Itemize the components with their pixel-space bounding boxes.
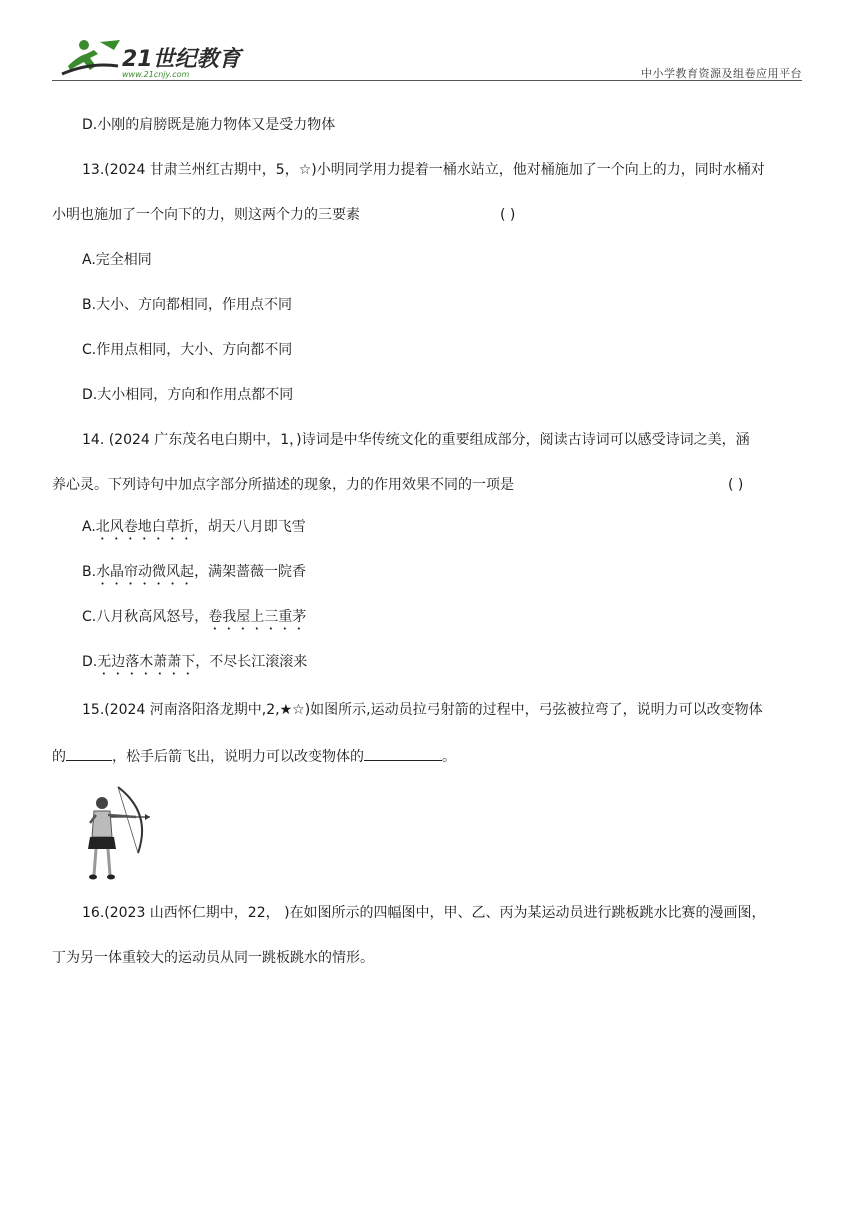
q12-option-d: D.小刚的肩膀既是施力物体又是受力物体 <box>82 117 336 133</box>
option-suffix: ，满架蔷薇一院香 <box>194 564 307 580</box>
answer-blank-1[interactable] <box>66 746 112 761</box>
header-divider <box>52 80 802 81</box>
dotted-phrase: 水晶帘动微风起 <box>96 564 195 580</box>
archer-illustration <box>80 783 160 883</box>
q13-option-d: D.大小相同，方向和作用点都不同 <box>82 387 294 403</box>
q16-stem-line1: 16.(2023 山西怀仁期中，22， )在如图所示的四幅图中，甲、乙、丙为某运动员进行跳板跳水比赛的漫画图， <box>82 905 766 921</box>
q14-stem-line1: 14. (2024 广东茂名电白期中，1，)诗词是中华传统文化的重要组成部分，阅读古诗词可以感受诗词之美，涵 <box>82 432 750 448</box>
option-prefix: D. <box>82 654 98 670</box>
q14-option-b <box>82 563 306 588</box>
q15-text-c: 。 <box>442 749 456 765</box>
option-suffix: ，不尽长江滚滚来 <box>195 654 308 670</box>
q13-option-a: A.完全相同 <box>82 252 152 268</box>
dotted-phrase: 北风卷地白草折 <box>95 519 194 535</box>
option-prefix: C.八月秋高风怒号， <box>82 609 209 625</box>
q13-stem-line2: 小明也施加了一个向下的力，则这两个力的三要素 <box>52 207 360 223</box>
dotted-phrase: 无边落木萧萧下 <box>97 654 196 670</box>
header-platform-text: 中小学教育资源及组卷应用平台 <box>641 67 802 80</box>
q15-text-b: ，松手后箭飞出，说明力可以改变物体的 <box>112 749 364 765</box>
option-suffix: ，胡天八月即飞雪 <box>193 519 306 535</box>
q14-stem-line2: 养心灵。下列诗句中加点字部分所描述的现象，力的作用效果不同的一项是 <box>52 477 514 493</box>
q13-option-c: C.作用点相同，大小、方向都不同 <box>82 342 293 358</box>
q15-stem-line2 <box>52 746 456 766</box>
q13-option-b: B.大小、方向都相同，作用点不同 <box>82 297 293 313</box>
q14-option-a <box>82 518 306 543</box>
option-prefix: A. <box>82 519 96 535</box>
q14-option-d <box>82 653 307 678</box>
q13-stem-line1: 13.(2024 甘肃兰州红古期中，5，☆)小明同学用力提着一桶水站立，他对桶施加了一个向上的力，同时水桶对 <box>82 162 765 178</box>
option-prefix: B. <box>82 564 97 580</box>
q13-answer-paren: ( ) <box>500 207 516 223</box>
dotted-phrase: 卷我屋上三重茅 <box>208 609 307 625</box>
answer-blank-2[interactable] <box>364 746 442 761</box>
21cnjy-logo <box>60 36 260 80</box>
q16-stem-line2: 丁为另一体重较大的运动员从同一跳板跳水的情形。 <box>52 950 374 966</box>
q15-stem-line1: 15.(2024 河南洛阳洛龙期中,2,★☆)如图所示,运动员拉弓射箭的过程中，弓弦被拉弯了，说明力可以改变物体 <box>82 702 763 718</box>
q14-answer-paren: ( ) <box>728 477 744 493</box>
q15-text-a: 的 <box>52 749 66 765</box>
page-header <box>52 36 802 84</box>
q14-option-c <box>82 608 306 633</box>
logo-url: www.21cnjy.com <box>122 70 190 79</box>
logo-text: 21世纪教育 <box>122 47 241 72</box>
